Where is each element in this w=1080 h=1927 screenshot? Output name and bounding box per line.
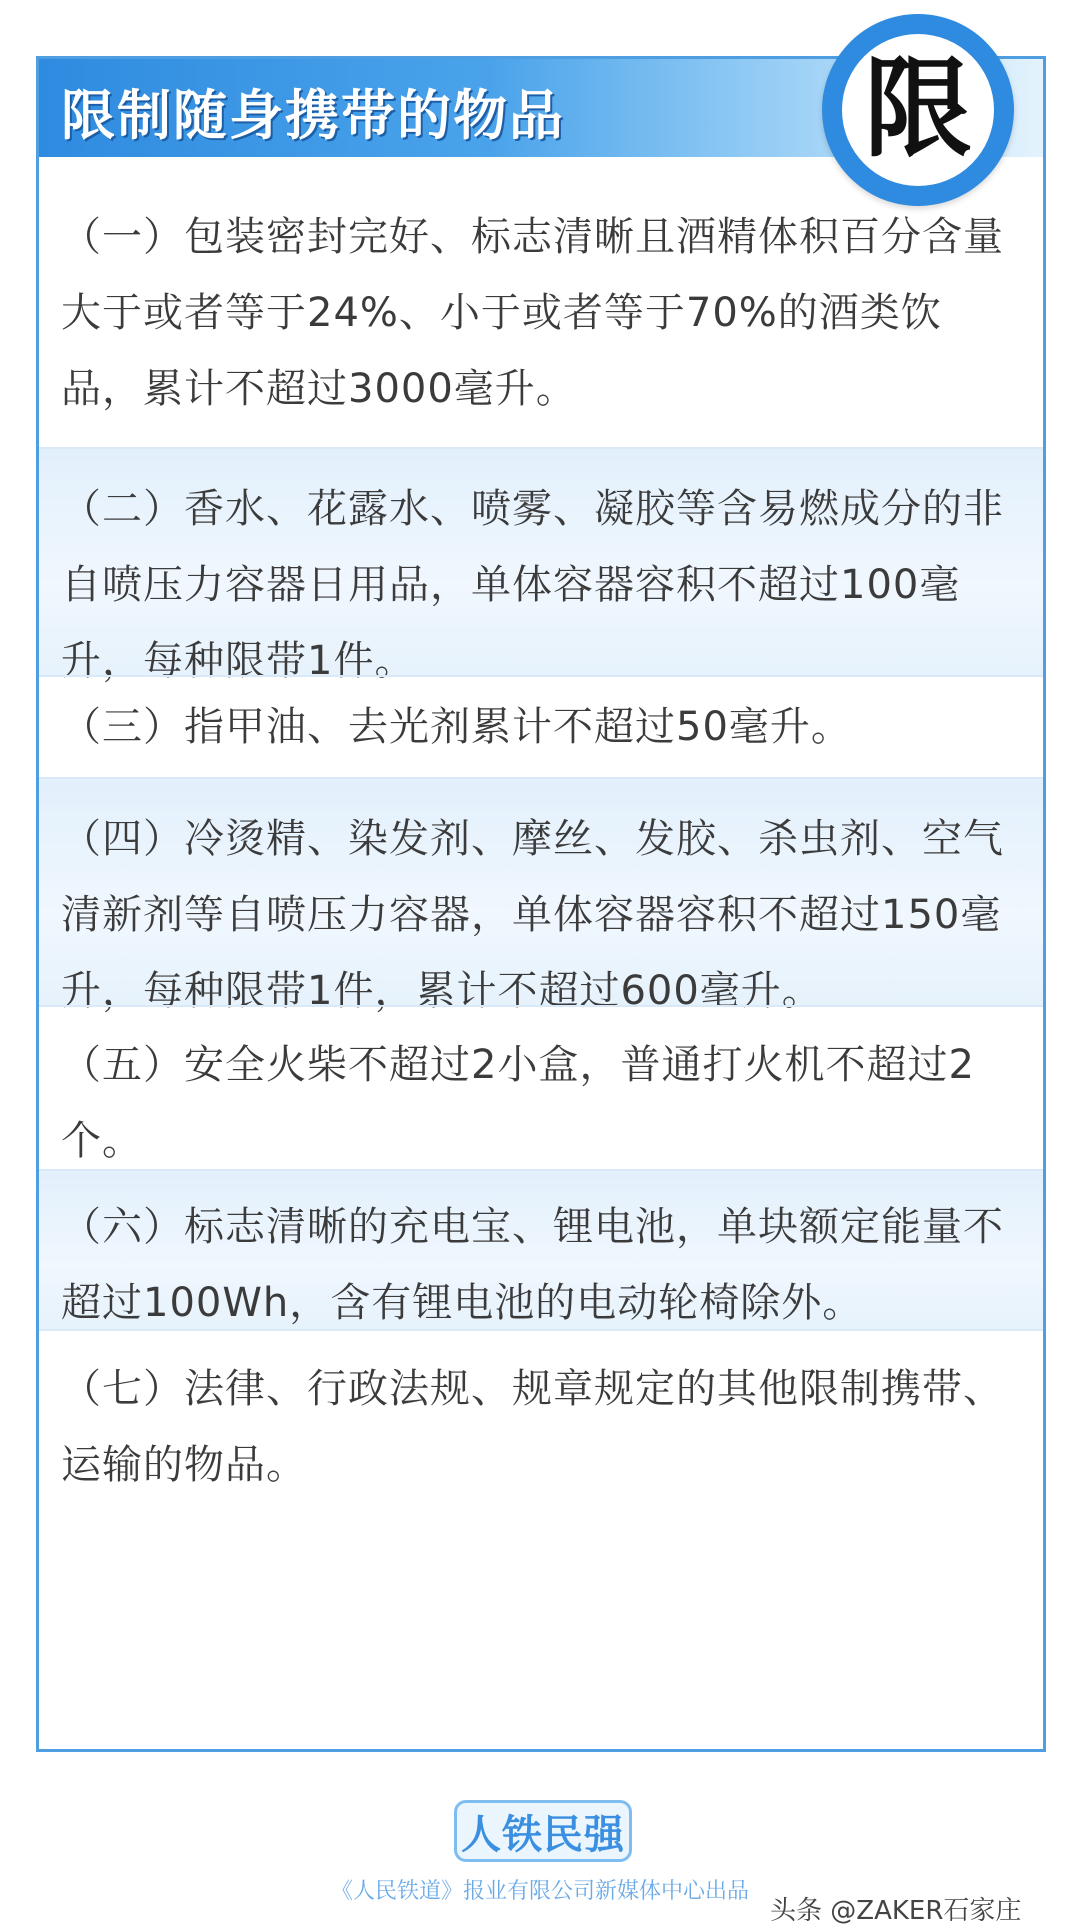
item-text: （四）冷烫精、染发剂、摩丝、发胶、杀虫剂、空气清新剂等自喷压力容器，单体容器容积不超过150毫升，每种限带1件，累计不超过600毫升。: [61, 816, 1004, 1014]
item-text: （六）标志清晰的充电宝、锂电池，单块额定能量不超过100Wh，含有锂电池的电动轮椅除外。: [61, 1204, 1004, 1326]
publisher-credit: 《人民铁道》报业有限公司新媒体中心出品: [330, 1879, 749, 1904]
source-watermark: 头条 @ZAKER石家庄: [770, 1896, 1022, 1926]
list-item: [39, 447, 1043, 684]
item-text: （五）安全火柴不超过2小盒，普通打火机不超过2个。: [61, 1042, 975, 1164]
item-text: （七）法律、行政法规、规章规定的其他限制携带、运输的物品。: [61, 1366, 1004, 1488]
list-item: [39, 777, 1043, 1014]
item-text: （二）香水、花露水、喷雾、凝胶等含易燃成分的非自喷压力容器日用品，单体容器容积不超过100毫升，每种限带1件。: [61, 486, 1004, 684]
list-item: [39, 675, 1043, 777]
restricted-badge-char: 限: [842, 34, 994, 186]
list-item: [39, 1329, 1043, 1749]
publisher-logo: 人铁民强: [454, 1800, 632, 1862]
list-item: [39, 1005, 1043, 1169]
list-item: [39, 179, 1043, 447]
restricted-badge: [822, 14, 1014, 206]
restricted-items-card: [36, 56, 1046, 1752]
list-item: [39, 1169, 1043, 1329]
page-title: 限制随身携带的物品: [61, 84, 565, 147]
item-text: （三）指甲油、去光剂累计不超过50毫升。: [61, 704, 852, 750]
item-text: （一）包装密封完好、标志清晰且酒精体积百分含量大于或者等于24%、小于或者等于70%的酒类饮品，累计不超过3000毫升。: [61, 214, 1004, 412]
